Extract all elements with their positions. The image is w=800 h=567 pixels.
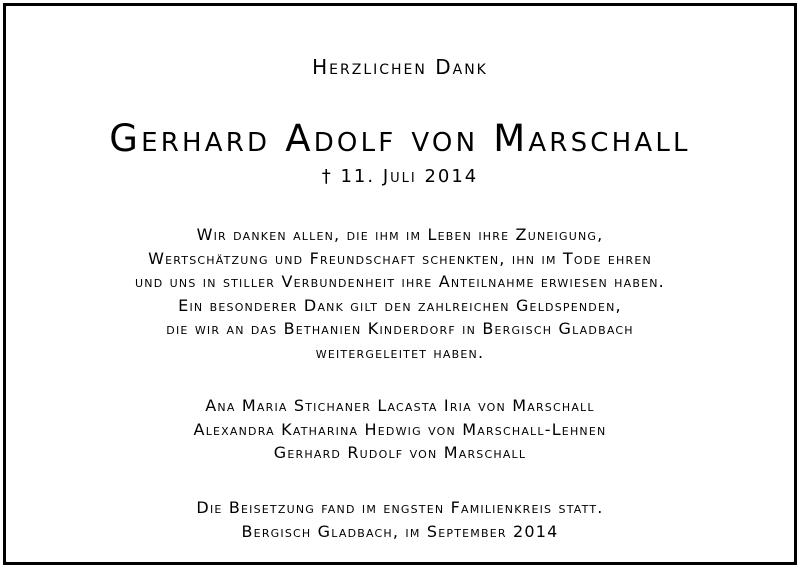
message-line: Wertschätzung und Freundschaft schenkten, ihn im Tode ehren	[148, 248, 652, 268]
closing-line: Bergisch Gladbach, im September 2014	[241, 521, 559, 541]
message-line: Ein besonderer Dank gilt den zahlreichen Geldspenden,	[178, 295, 622, 315]
message-line: und uns in stiller Verbundenheit ihre Anteilnahme erwiesen haben.	[135, 272, 665, 291]
message-line: Wir danken allen, die ihm im Leben ihre Zuneigung,	[196, 225, 604, 244]
family-member: Alexandra Katharina Hedwig von Marschall-Lehnen	[193, 419, 607, 439]
deceased-name: Gerhard Adolf von Marschall	[109, 117, 691, 160]
thank-you-message	[6, 223, 794, 364]
message-line: die wir an das Bethanien Kinderdorf in Bergisch Gladbach	[166, 319, 634, 338]
death-date: † 11. Juli 2014	[321, 166, 479, 187]
closing-line: Die Beisetzung fand im engsten Familienkreis statt.	[196, 498, 604, 517]
notice-heading: Herzlichen Dank	[312, 55, 488, 79]
message-line: weitergeleitet haben.	[315, 342, 485, 362]
closing-note	[6, 496, 794, 543]
notice-frame	[3, 3, 797, 565]
family-member: Ana Maria Stichaner Lacasta Iria von Marschall	[205, 396, 595, 415]
family-signatures	[6, 394, 794, 465]
family-member: Gerhard Rudolf von Marschall	[273, 443, 527, 462]
